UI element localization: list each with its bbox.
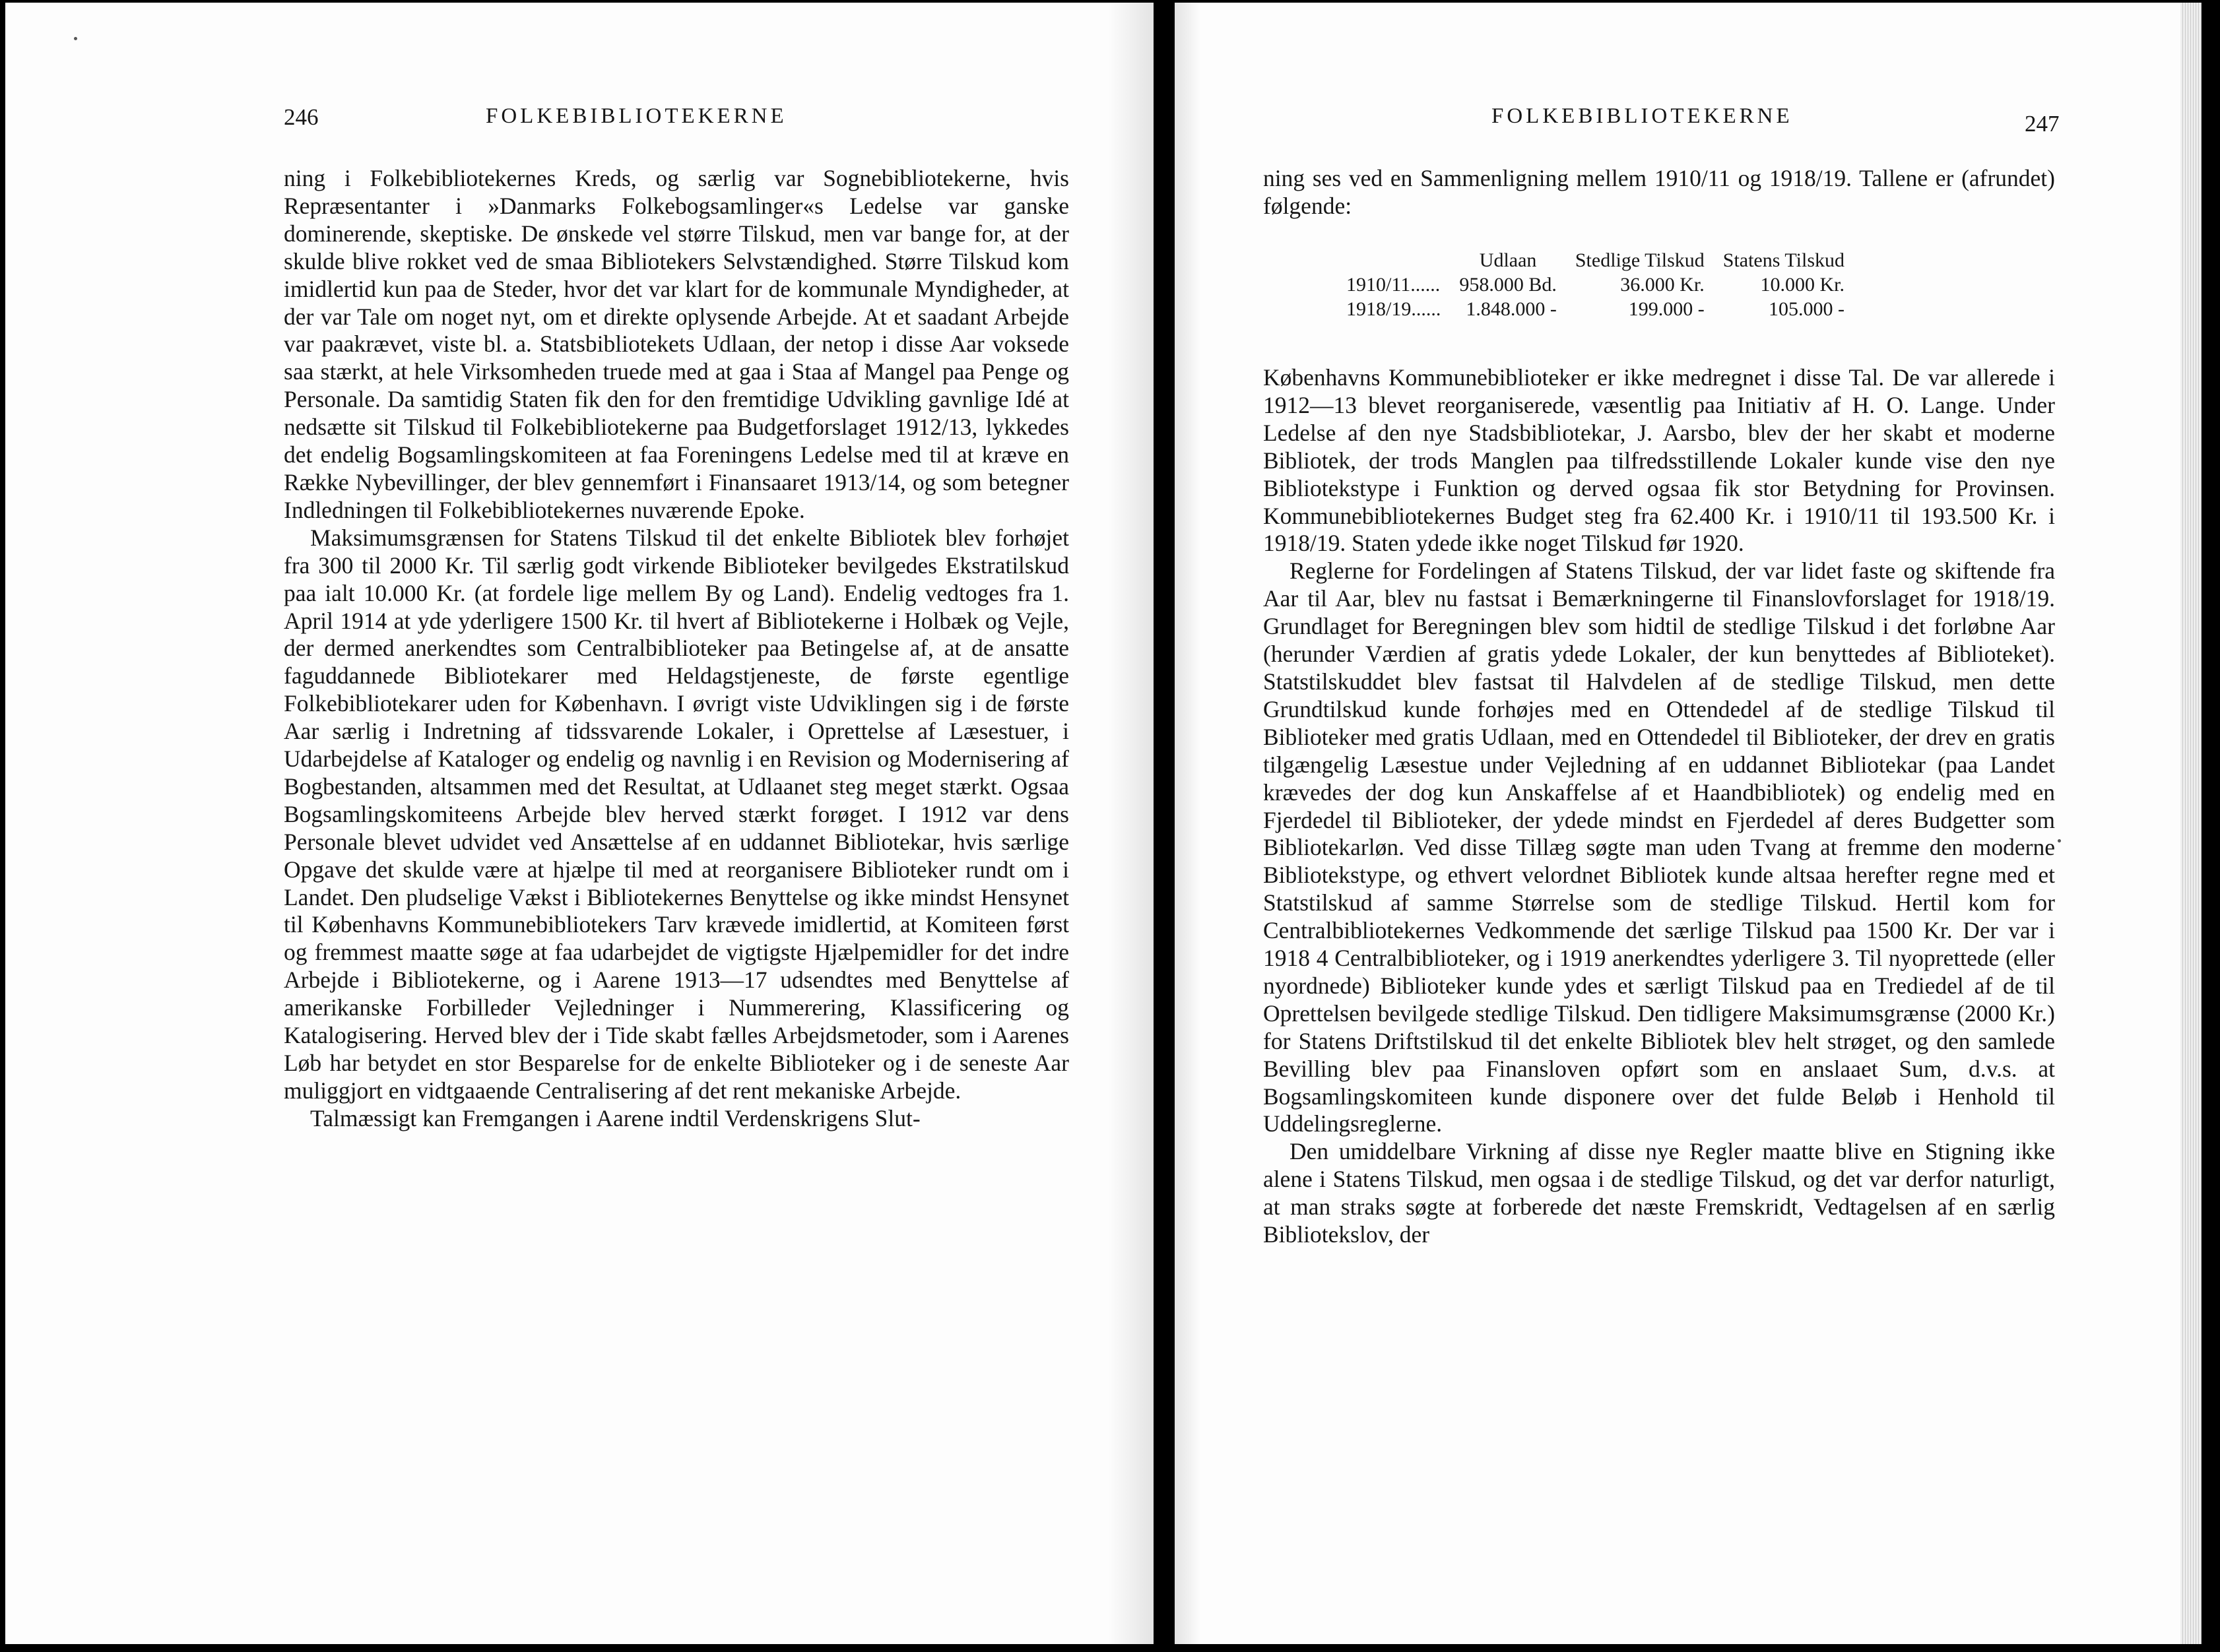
table-cell: 10.000 Kr. xyxy=(1760,274,1845,296)
print-speck xyxy=(2058,839,2061,842)
running-head: FOLKEBIBLIOTEKERNE xyxy=(1491,104,1793,128)
table-row xyxy=(1346,297,1854,321)
left-page xyxy=(5,3,1154,1644)
paragraph: Maksimumsgrænsen for Statens Tilskud til det enkelte Bibliotek blev forhøjet fra 300 til 2000 Kr. Til særlig godt virkende Biblioteker bevilgedes Ekstratilskud paa ialt 10.000 Kr. (at fordele lige mellem By og Land). Endelig vedtoges fra 1. April 1914 at yde yderligere 1500 Kr. til hvert af Bibliotekerne i Holbæk og Vejle, der dermed anerkendtes som Centralbiblioteker paa Betingelse af, at de ansatte faguddannede Bibliotekarer med Heldagstjeneste, de første egentlige Folkebibliotekarer uden for København. I øvrigt viste Udviklingen sig i de første Aar særlig i Indretning af tidssvarende Lokaler, i Oprettelse af Læsestuer, i Udarbejdelse af Kataloger og endelig og navnlig i en Revision og Modernisering af Bogbestanden, altsammen med det Resultat, at Udlaanet steg meget stærkt. Ogsaa Bogsamlingskomiteens Arbejde blev herved stærkt forøget. I 1912 var dens Personale blevet udvidet ved Ansættelse af en uddannet Bibliotekar, hvis særlige Opgave det skulde være at hjælpe til med at reorganisere Biblioteker rundt om i Landet. Den pludselige Vækst i Bibliotekernes Benyttelse og ikke mindst Hensynet til Københavns Kommunebibliotekers Tarv krævede imidlertid, at Komiteen først og fremmest maatte søge at faa udarbejdet de vigtigste Hjælpemidler for det indre Arbejde i Bibliotekerne, og i Aarene 1913—17 udsendtes med Benyttelse af amerikanske Forbilleder Vejledninger i Nummerering, Klassificering og Katalogisering. Herved blev der i Tide skabt fælles Arbejdsmetoder, som i Aarenes Løb har betydet en stor Besparelse for de enkelte Biblioteker og i de seneste Aar muliggjort en vidtgaaende Centralisering af det rent mekaniske Arbejde. xyxy=(284,524,1069,1104)
paragraph: ning ses ved en Sammenligning mellem 1910/11 og 1918/19. Tallene er (afrundet) følgende: xyxy=(1263,165,2055,219)
column-header: Stedlige Tilskud xyxy=(1575,249,1705,271)
table-header-row xyxy=(1346,248,1854,272)
row-label: 1918/19...... xyxy=(1346,298,1441,320)
body-text xyxy=(1263,364,2055,1249)
page-number: 246 xyxy=(284,104,319,130)
table-cell: 199.000 - xyxy=(1628,298,1705,320)
paragraph: ning i Folkebibliotekernes Kreds, og særlig var Sognebibliotekerne, hvis Repræsentanter i »Danmarks Folkebogsamlinger«s Ledelse var ganske dominerende, skeptiske. De ønskede vel større Tilskud, men var bange for, at der skulde blive rokket ved de smaa Bibliotekers Selvstændighed. Større Tilskud kom imidlertid kun paa de Steder, hvor det var klart for de kommunale Myndigheder, at der var Tale om noget nyt, om et direkte oplysende Arbejde. At et saadant Arbejde var paakrævet, viste bl. a. Statsbibliotekets Udlaan, der netop i disse Aar voksede saa stærkt, at hele Virksomheden truede med at gaa i Staa af Mangel paa Penge og Personale. Da samtidig Staten fik den for den fremtidige Udvikling gavnlige Idé at nedsætte sit Tilskud til Folkebibliotekerne paa Budgetforslaget 1912/13, lykkedes det endelig Bogsamlingskomiteen at faa Foreningens Ledelse med til at kræve en Række Nybevillinger, der blev gennemført i Finansaaret 1913/14, og som betegner Indledningen til Folkebibliotekernes nuværende Epoke. xyxy=(284,165,1069,523)
spine-shadow xyxy=(1107,3,1154,1644)
table-cell: 105.000 - xyxy=(1769,298,1845,320)
paragraph: Den umiddelbare Virkning af disse nye Regler maatte blive en Stigning ikke alene i Statens Tilskud, men ogsaa i de stedlige Tilskud, og det var derfor naturligt, at man straks søgte at forberede det næste Fremskridt, Vedtagelsen af en særlig Bibliotekslov, der xyxy=(1263,1138,2055,1248)
statistics-table xyxy=(1346,248,1854,321)
table-cell: 958.000 Bd. xyxy=(1459,274,1557,296)
table-cell: 1.848.000 - xyxy=(1466,298,1557,320)
column-header: Statens Tilskud xyxy=(1722,249,1845,271)
table-cell: 36.000 Kr. xyxy=(1620,274,1705,296)
page-number: 247 xyxy=(2025,111,2060,137)
right-page xyxy=(1175,3,2202,1644)
paragraph: Københavns Kommunebiblioteker er ikke medregnet i disse Tal. De var allerede i 1912—13 blevet reorganiserede, væsentlig paa Initiativ af H. O. Lange. Under Ledelse af den nye Stadsbibliotekar, J. Aarsbo, blev der her skabt et moderne Bibliotek, der trods Manglen paa tilfredsstillende Lokaler kunde vise den nye Bibliotekstype i Funktion og derved ogsaa fik stor Betydning for Provinsen. Kommunebibliotekernes Budget steg fra 62.400 Kr. i 1910/11 til 193.500 Kr. i 1918/19. Staten ydede ikke noget Tilskud før 1920. xyxy=(1263,364,2055,557)
table-row xyxy=(1346,272,1854,297)
column-header: Udlaan xyxy=(1479,249,1537,271)
running-head: FOLKEBIBLIOTEKERNE xyxy=(486,104,787,128)
row-label: 1910/11...... xyxy=(1346,274,1441,296)
print-speck xyxy=(74,37,77,40)
paragraph: Talmæssigt kan Fremgangen i Aarene indtil Verdenskrigens Slut- xyxy=(310,1104,921,1131)
page-edges xyxy=(2180,3,2202,1644)
intro-text xyxy=(1263,165,2055,220)
body-text xyxy=(284,165,1069,1133)
paragraph: Reglerne for Fordelingen af Statens Tilskud, der var lidet faste og skiftende fra Aar til Aar, blev nu fastsat i Bemærkningerne til Finanslovforslaget for 1918/19. Grundlaget for Beregningen blev som hidtil de stedlige Tilskud i det forløbne Aar (herunder Værdien af gratis ydede Lokaler, der kun benyttedes af Biblioteket). Statstilskuddet blev fastsat til Halvdelen af de stedlige Tilskud, men dette Grundtilskud kunde forhøjes med en Ottendedel af de stedlige Tilskud til Biblioteker med gratis Udlaan, med en Ottendedel til Biblioteker, der drev en gratis tilgængelig Læsestue under Vejledning af en uddannet Bibliotekar (paa Landet krævedes der dog kun Anskaffelse af et Haandbibliotek) og endelig med en Fjerdedel til Biblioteker, der ydede mindst en Fjerdedel af deres Budgetter som Bibliotekarløn. Ved disse Tillæg søgte man uden Tvang at fremme den moderne Bibliotekstype, og ethvert velordnet Bibliotek kunde altsaa herefter regne med et Statstilskud af samme Størrelse som de stedlige Tilskud. Hertil kom for Centralbibliotekernes Vedkommende det særlige Tilskud paa 1500 Kr. Der var i 1918 4 Centralbiblioteker, og i 1919 anerkendtes yderligere 3. Til nyoprettede (eller nyordnede) Biblioteker kunde ydes et særligt Tilskud paa en Trediedel af de til Oprettelsen bevilgede stedlige Tilskud. Den tidligere Maksimumsgrænse (2000 Kr.) for Statens Driftstilskud til det enkelte Bibliotek blev helt strøget, og den samlede Bevilling blev paa Finansloven opført som en anslaaet Sum, d.v.s. at Bogsamlingskomiteen kunde disponere over det fulde Beløb i Henhold til Uddelingsreglerne. xyxy=(1263,557,2055,1137)
spine-shadow xyxy=(1175,3,1201,1644)
